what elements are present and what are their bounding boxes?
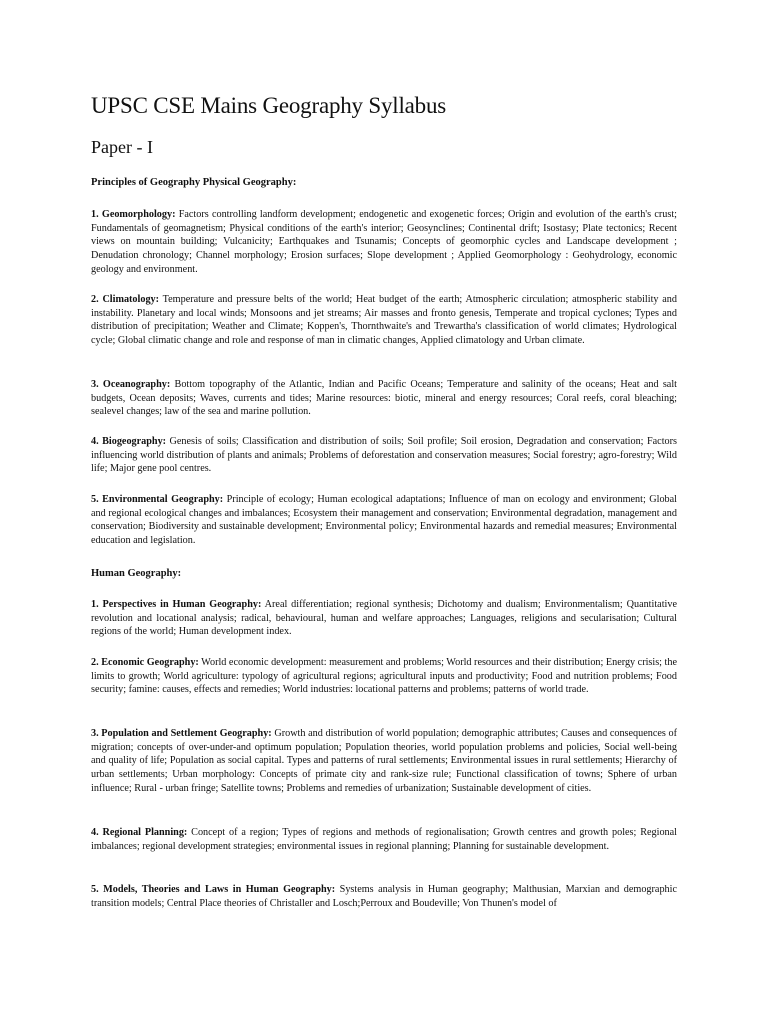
item-heading: 2. Climatology: [91, 294, 160, 305]
section-heading-human: Human Geography: [91, 568, 182, 579]
section-heading-physical: Principles of Geography Physical Geography: [91, 177, 297, 188]
document-page [91, 92, 678, 909]
item-heading: 4. Regional Planning: [91, 827, 188, 838]
item-text: Systems analysis in Human geography; Malthusian, Marxian and demographic transition models; Central Place theories of Christaller and Losch;Perroux and Boudeville; Von Thunen's model of [91, 884, 677, 909]
item-heading: 3. Oceanography: [91, 379, 171, 390]
item-heading: 1. Perspectives in Human Geography: [91, 599, 262, 610]
item-heading: 5. Models, Theories and Laws in Human Geography: [91, 884, 336, 895]
item-heading: 2. Economic Geography: [91, 657, 199, 668]
item-text: Growth and distribution of world population; demographic attributes; Causes and consequences of migration; concepts of over-under-and optimum population; Population theories, world population problems and policies, Social well-being and quality of life; Population as social capital. Types and patterns of rural settlements; Environmental issues in rural settlements; Hierarchy of urban settlements; Urban morphology: Concepts of primate city and rank-size rule; Functional classification of towns; Sphere of urban influence; Rural - urban fringe; Satellite towns; Problems and remedies of urbanization; Sustainable development of cities. [91, 728, 677, 794]
item-text: Bottom topography of the Atlantic, Indian and Pacific Oceans; Temperature and salinity of the oceans; Heat and salt budgets, Ocean deposits; Waves, currents and tides; Marine resources: biotic, mineral and energy resources; Coral reefs, coral bleaching; sealevel changes; law of the sea and marine pollution. [91, 379, 677, 418]
item-heading: 1. Geomorphology: [91, 209, 176, 220]
syllabus-item-population-settlement [91, 727, 677, 796]
syllabus-item-models-theories [91, 883, 677, 910]
item-text: World economic development: measurement and problems; World resources and their distribution; Energy crisis; the limits to growth; World agriculture: typology of agricultural regions; agricultural inputs and productivity; Food and nutrition problems; Food security; famine: causes, effects and remedies; World industries: locational patterns and problems; patterns of world trade. [91, 657, 678, 696]
item-text: Concept of a region; Types of regions and methods of regionalisation; Growth centres and growth poles; Regional imbalances; regional development strategies; environmental issues in regional planning; Planning for sustainable development. [91, 827, 677, 852]
syllabus-item-geomorphology [91, 208, 677, 277]
item-heading: 3. Population and Settlement Geography: [91, 728, 272, 739]
item-heading: 4. Biogeography: [91, 436, 167, 447]
syllabus-item-regional-planning [91, 826, 677, 853]
paper-heading: Paper - I [91, 137, 153, 157]
syllabus-item-environmental-geography [91, 493, 677, 548]
syllabus-item-perspectives [91, 598, 677, 639]
syllabus-item-biogeography [91, 435, 677, 476]
item-text: Principle of ecology; Human ecological adaptations; Influence of man on ecology and environment; Global and regional ecological changes and imbalances; Ecosystem their management and conservation; Environmental degradation, management and conservation; Biodiversity and sustainable development; Environmental policy; Environmental hazards and remedial measures; Environmental education and legislation. [91, 494, 677, 547]
item-text: Temperature and pressure belts of the world; Heat budget of the earth; Atmospheric circulation; atmospheric stability and instability. Planetary and local winds; Monsoons and jet streams; Air masses and fronto genesis, Temperate and tropical cyclones; Types and distribution of precipitation; Weather and Climate; Koppen's, Thornthwaite's and Trewartha's classification of world climates; Hydrological cycle; Global climatic change and role and response of man in climatic changes, Applied climatology and Urban climate. [91, 294, 677, 347]
syllabus-item-economic-geography [91, 656, 677, 697]
document-title: UPSC CSE Mains Geography Syllabus [91, 93, 447, 118]
syllabus-item-climatology [91, 293, 677, 348]
item-text: Areal differentiation; regional synthesis; Dichotomy and dualism; Environmentalism; Quantitative revolution and locational analysis; radical, behavioural, human and welfare approaches; Languages, religions and secularisation; Cultural regions of the world; Human development index. [91, 599, 677, 638]
item-heading: 5. Environmental Geography: [91, 494, 224, 505]
syllabus-item-oceanography [91, 378, 677, 419]
item-text: Factors controlling landform development; endogenetic and exogenetic forces; Origin and evolution of the earth's crust; Fundamentals of geomagnetism; Physical conditions of the earth's interior; Geosynclines; Continental drift; Isostasy; Plate tectonics; Recent views on mountain building; Vulcanicity; Earthquakes and Tsunamis; Concepts of geomorphic cycles and Landscape development ; Denudation chronology; Channel morphology; Erosion surfaces; Slope development ; Applied Geomorphology : Geohydrology, economic geology and environment. [91, 209, 677, 275]
item-text: Genesis of soils; Classification and distribution of soils; Soil profile; Soil erosion, Degradation and conservation; Factors influencing world distribution of plants and animals; Problems of deforestation and conservation measures; Social forestry; agro-forestry; Wild life; Major gene pool centres. [91, 436, 677, 475]
